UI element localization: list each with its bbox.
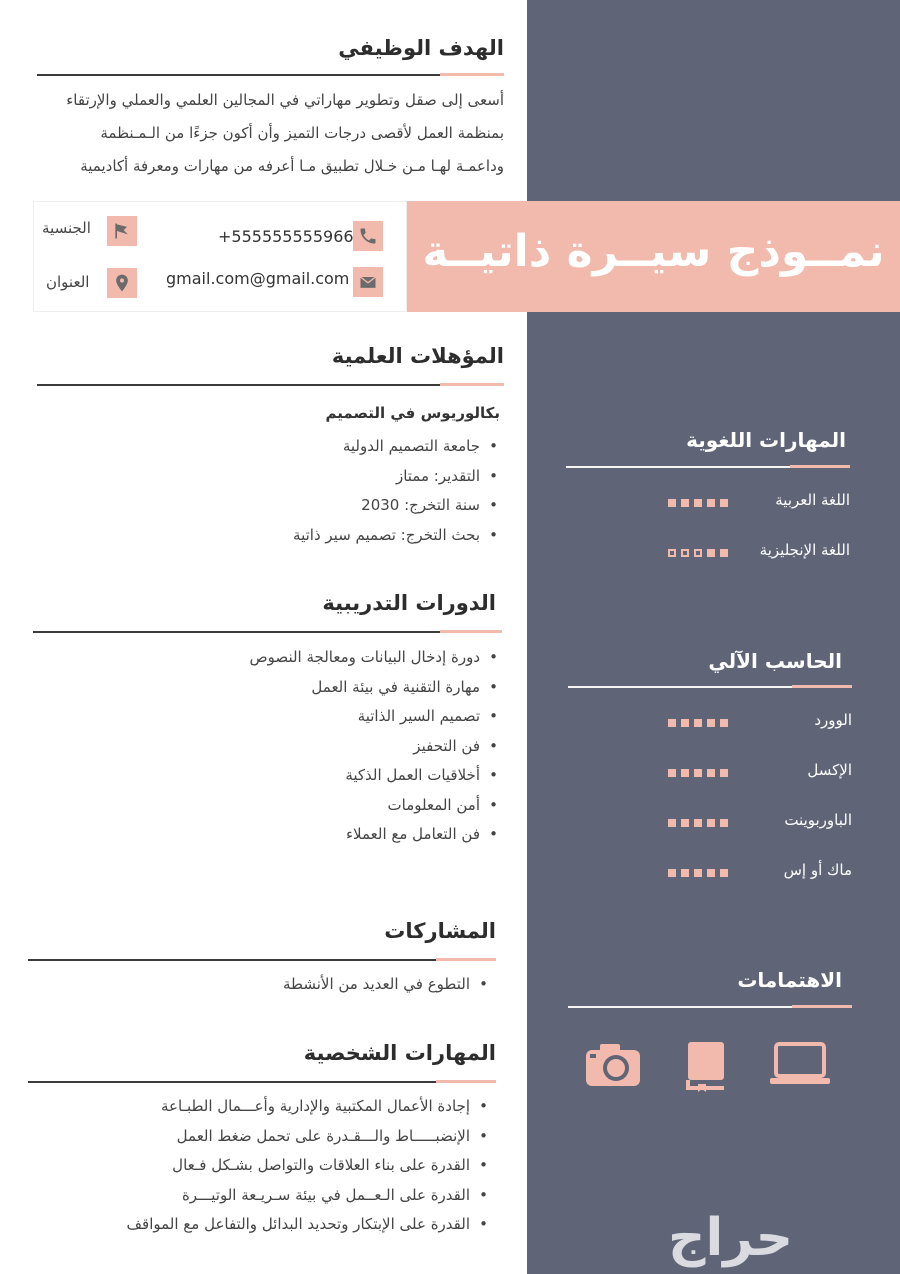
email-address: gmail.com@gmail.com: [166, 269, 350, 288]
skill-label: اللغة الإنجليزية: [759, 541, 850, 559]
list-item: • دورة إدخال البيانات ومعالجة النصوص: [180, 643, 500, 673]
rating-dot: [707, 549, 715, 557]
list-item: • أمن المعلومات: [180, 791, 500, 821]
flag-icon-box: [107, 216, 137, 246]
rating-dot: [668, 869, 676, 877]
education-list: [200, 432, 500, 550]
list-item: • تصميم السير الذاتية: [180, 702, 500, 732]
email-icon-box: [353, 267, 383, 297]
list-item: • القدرة على بناء العلاقات والتواصل بشـكل فـعال: [60, 1151, 490, 1181]
personal-skills-heading: المهارات الشخصية: [303, 1041, 496, 1065]
list-item: • القدرة على الـعــمل في بيئة سـريـعة الوتيـــرة: [60, 1181, 490, 1211]
rating-dot: [707, 499, 715, 507]
degree-title: بكالوريوس في التصميم: [325, 404, 500, 422]
list-item: • التقدير: ممتاز: [200, 462, 500, 492]
list-item: • جامعة التصميم الدولية: [200, 432, 500, 462]
rating-dot: [694, 499, 702, 507]
interests-heading: الاهتمامات: [737, 968, 842, 992]
rating-dot: [720, 719, 728, 727]
objective-line: بمنظمة العمل لأقصى درجات التميز وأن أكون جزءًا من الـمـنظمة: [100, 124, 504, 142]
rating-dot: [694, 869, 702, 877]
education-divider: [37, 384, 503, 386]
rating-dot: [694, 769, 702, 777]
camera-icon: [584, 1040, 642, 1090]
participation-list: [200, 970, 490, 1000]
skill-rating: [668, 769, 728, 777]
rating-dot: [707, 869, 715, 877]
list-item: • التطوع في العديد من الأنشطة: [200, 970, 490, 1000]
courses-divider: [33, 631, 501, 633]
interests-divider-accent: [792, 1005, 852, 1008]
list-item: • القدرة على الإبتكار وتحديد البدائل والتفاعل مع المواقف: [60, 1210, 490, 1240]
rating-dot: [707, 769, 715, 777]
list-item: • إجادة الأعمال المكتبية والإدارية وأعـــمال الطبـاعة: [60, 1092, 490, 1122]
rating-dot: [668, 719, 676, 727]
objective-heading: الهدف الوظيفي: [338, 36, 504, 60]
objective-line: وداعمـة لهـا مـن خـلال تطبيق مـا أعرفه من مهارات ومعرفة أكاديمية: [80, 157, 504, 175]
languages-heading: المهارات اللغوية: [686, 428, 846, 452]
phone-number: +555555555966: [218, 227, 354, 246]
nationality-label: الجنسية: [42, 219, 91, 237]
skill-label: ماك أو إس: [783, 861, 852, 879]
email-icon: [358, 272, 378, 292]
rating-dot: [681, 819, 689, 827]
list-item: • الإنضبـــــاط والـــقـدرة على تحمل ضغط العمل: [60, 1122, 490, 1152]
rating-dot: [720, 769, 728, 777]
rating-dot: [668, 549, 676, 557]
computer-heading: الحاسب الآلي: [708, 649, 842, 673]
watermark: حراج: [668, 1208, 794, 1268]
skill-label: الوورد: [814, 711, 852, 729]
rating-dot: [694, 719, 702, 727]
personal-skills-divider: [28, 1081, 496, 1083]
skill-rating: [668, 819, 728, 827]
rating-dot: [707, 719, 715, 727]
courses-divider-accent: [440, 630, 502, 633]
rating-dot: [681, 499, 689, 507]
education-divider-accent: [440, 383, 504, 386]
participation-heading: المشاركات: [384, 919, 496, 943]
rating-dot: [720, 499, 728, 507]
rating-dot: [681, 549, 689, 557]
rating-dot: [668, 769, 676, 777]
participation-divider-accent: [436, 958, 496, 961]
list-item: • فن التحفيز: [180, 732, 500, 762]
languages-divider-accent: [790, 465, 850, 468]
rating-dot: [681, 769, 689, 777]
skill-rating: [668, 499, 728, 507]
skill-label: الإكسل: [807, 761, 852, 779]
book-icon: [686, 1040, 730, 1094]
list-item: • فن التعامل مع العملاء: [180, 820, 500, 850]
address-label: العنوان: [46, 273, 90, 291]
rating-dot: [681, 869, 689, 877]
participation-divider: [28, 959, 496, 961]
list-item: • أخلاقيات العمل الذكية: [180, 761, 500, 791]
education-heading: المؤهلات العلمية: [331, 344, 504, 368]
rating-dot: [668, 819, 676, 827]
personal-skills-divider-accent: [436, 1080, 496, 1083]
skill-rating: [668, 869, 728, 877]
personal-skills-list: [60, 1092, 490, 1240]
courses-list: [180, 643, 500, 850]
phone-icon-box: [353, 221, 383, 251]
rating-dot: [720, 869, 728, 877]
list-item: • بحث التخرج: تصميم سير ذاتية: [200, 521, 500, 551]
objective-text: [20, 84, 504, 183]
location-pin-icon: [112, 273, 132, 293]
courses-heading: الدورات التدريبية: [322, 591, 496, 615]
rating-dot: [720, 819, 728, 827]
rating-dot: [720, 549, 728, 557]
skill-rating: [668, 549, 728, 557]
skill-label: اللغة العربية: [775, 491, 850, 509]
laptop-icon: [768, 1040, 832, 1090]
rating-dot: [668, 499, 676, 507]
objective-divider-accent: [440, 73, 504, 76]
skill-label: الباوربوينت: [784, 811, 852, 829]
flag-icon: [112, 221, 132, 241]
skill-rating: [668, 719, 728, 727]
objective-divider: [37, 74, 503, 76]
objective-line: أسعى إلى صقل وتطوير مهاراتي في المجالين العلمي والعملي والإرتقاء: [66, 91, 504, 109]
page-title: نمــوذج سيــرة ذاتيــة: [422, 226, 885, 277]
list-item: • مهارة التقنية في بيئة العمل: [180, 673, 500, 703]
contact-band: [33, 201, 407, 312]
location-icon-box: [107, 268, 137, 298]
rating-dot: [707, 819, 715, 827]
rating-dot: [694, 549, 702, 557]
rating-dot: [694, 819, 702, 827]
rating-dot: [681, 719, 689, 727]
computer-divider-accent: [792, 685, 852, 688]
phone-icon: [358, 226, 378, 246]
list-item: • سنة التخرج: 2030: [200, 491, 500, 521]
